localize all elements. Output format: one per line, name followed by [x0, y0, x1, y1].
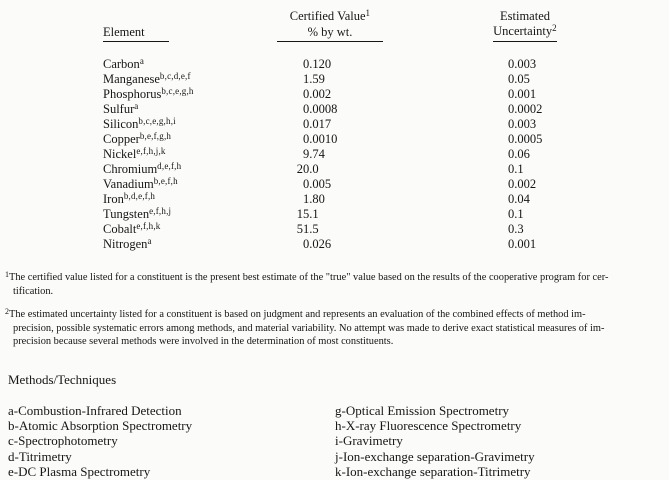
certified-value-cell: 1.80 — [303, 192, 325, 206]
methods-section — [0, 372, 669, 480]
method-letters-superscript: b,e,f,g,h — [139, 131, 172, 141]
methods-list-right — [335, 403, 669, 480]
table-row — [0, 57, 669, 72]
element-cell: Phosphorus$^{b,c,e,g,h}$ — [103, 86, 194, 101]
certified-value-cell: 15.1 — [296, 207, 319, 221]
table-row — [0, 132, 669, 147]
uncertainty-cell: 0.001 — [508, 87, 537, 101]
table-row — [0, 117, 669, 132]
certified-value-cell: 0.005 — [303, 177, 332, 191]
element-cell: Nickel$^{e,f,h,j,k}$ — [103, 146, 166, 161]
element-cell: Chromium$^{d,e,f,h}$ — [103, 161, 182, 176]
method-letters-superscript: b,c,d,e,f — [159, 71, 191, 81]
method-letters-superscript: e,f,h,j — [149, 206, 172, 216]
method-item: h-X-ray Fluorescence Spectrometry — [335, 417, 522, 433]
element-cell: Cobalt$^{e,f,h,k}$ — [103, 221, 161, 236]
method-item: d-Titrimetry — [8, 448, 72, 464]
method-letters-superscript: b,e,f,h — [153, 176, 178, 186]
certified-value-cell: 20.0 — [296, 162, 319, 176]
table-row — [0, 102, 669, 117]
certified-value-column-header — [250, 9, 410, 42]
element-cell: Manganese$^{b,c,d,e,f}$ — [103, 71, 191, 86]
element-cell: Iron$^{b,d,e,f,h}$ — [103, 191, 156, 206]
uncertainty-cell: 0.06 — [508, 147, 530, 161]
methods-heading: Methods/Techniques — [8, 371, 117, 387]
certified-value-cell: 0.026 — [303, 237, 332, 251]
table-body — [0, 57, 669, 252]
footnote-2: $^2$The estimated uncertainty listed for a constituent is based on judgment and represents an evaluation of the combined effects of method im- precision, possible systematic errors among methods, and material variability. No attempt was made to derive exact statistical measures of im- precision because several methods were involved in the determination of most constituents. — [5, 307, 605, 347]
unit-label: % by wt. — [277, 25, 383, 42]
certified-value-cell: 0.0010 — [303, 132, 338, 146]
certified-value-cell: 0.120 — [303, 57, 332, 71]
certified-value-header-line2 — [250, 25, 410, 42]
certified-value-cell: 1.59 — [303, 72, 325, 86]
uncertainty-cell: 0.003 — [508, 57, 537, 71]
method-letters-superscript: e,f,h,j,k — [136, 146, 166, 156]
certified-values-table — [0, 9, 669, 252]
method-letters-superscript: b,d,e,f,h — [123, 191, 156, 201]
uncertainty-cell: 0.003 — [508, 117, 537, 131]
element-cell: Copper$^{b,e,f,g,h}$ — [103, 131, 172, 146]
uncertainty-cell: 0.1 — [508, 207, 524, 221]
uncertainty-column-header — [410, 9, 640, 42]
method-letters-superscript: d,e,f,h — [157, 161, 182, 171]
method-letters-superscript: b,c,e,g,h,i — [138, 116, 176, 126]
method-item: g-Optical Emission Spectrometry — [335, 402, 510, 418]
certified-value-cell: 51.5 — [296, 222, 319, 236]
footnote-2-marker: 2 — [552, 23, 557, 33]
table-row — [0, 162, 669, 177]
uncertainty-cell: 0.001 — [508, 237, 537, 251]
footnotes-section — [0, 271, 669, 349]
uncertainty-cell: 0.0002 — [508, 102, 543, 116]
element-cell: Nitrogen$^a$ — [103, 236, 152, 251]
table-row — [0, 147, 669, 162]
element-header-label: Element — [103, 25, 169, 42]
certified-value-cell: 0.017 — [303, 117, 332, 131]
element-cell: Vanadium$^{b,e,f,h}$ — [103, 176, 178, 191]
certified-value-cell: 0.0008 — [303, 102, 338, 116]
uncertainty-cell: 0.0005 — [508, 132, 543, 146]
uncertainty-cell: 0.3 — [508, 222, 524, 236]
method-item: b-Atomic Absorption Spectrometry — [8, 417, 193, 433]
method-item: e-DC Plasma Spectrometry — [8, 464, 151, 480]
method-letters-superscript: a — [139, 56, 145, 66]
element-cell: Carbon$^a$ — [103, 56, 145, 71]
method-letters-superscript: a — [147, 236, 152, 246]
table-row — [0, 192, 669, 207]
certified-value-cell: 0.002 — [303, 87, 332, 101]
footnote-1-marker: 1 — [365, 8, 371, 18]
table-row — [0, 207, 669, 222]
uncertainty-header-line1: Estimated — [500, 9, 550, 23]
certified-value-cell: 9.74 — [303, 147, 325, 161]
element-cell: Silicon$^{b,c,e,g,h,i}$ — [103, 116, 176, 131]
footnote-1-number: 1 — [5, 270, 9, 279]
element-cell: Tungsten$^{e,f,h,j}$ — [103, 206, 172, 221]
uncertainty-cell: 0.05 — [508, 72, 530, 86]
methods-list-left — [8, 403, 335, 480]
table-row — [0, 237, 669, 252]
table-header-row — [0, 9, 669, 42]
uncertainty-cell: 0.04 — [508, 192, 530, 206]
table-row — [0, 222, 669, 237]
footnote-1: $^1$The certified value listed for a constituent is the present best estimate of the "true" value based on the results of the cooperative program for cer- tification. — [5, 270, 609, 297]
uncertainty-cell: 0.1 — [508, 162, 524, 176]
method-letters-superscript: e,f,h,k — [136, 221, 161, 231]
method-item: k-Ion-exchange separation-Titrimetry — [335, 464, 531, 480]
method-item: c-Spectrophotometry — [8, 433, 118, 449]
table-row — [0, 72, 669, 87]
table-row — [0, 87, 669, 102]
method-letters-superscript: b,c,e,g,h — [161, 86, 194, 96]
table-row — [0, 177, 669, 192]
element-cell: Sulfur$^a$ — [103, 101, 139, 116]
method-item: a-Combustion-Infrared Detection — [8, 402, 182, 418]
method-item: j-Ion-exchange separation-Gravimetry — [335, 448, 535, 464]
certified-value-header-line1: Certified Value$^1$ — [289, 8, 371, 23]
method-letters-superscript: a — [134, 101, 139, 111]
element-column-header — [0, 9, 250, 42]
uncertainty-header-line2: Uncertainty$^2$ — [410, 24, 640, 42]
method-item: i-Gravimetry — [335, 433, 403, 449]
footnote-2-number: 2 — [5, 307, 9, 316]
uncertainty-cell: 0.002 — [508, 177, 537, 191]
